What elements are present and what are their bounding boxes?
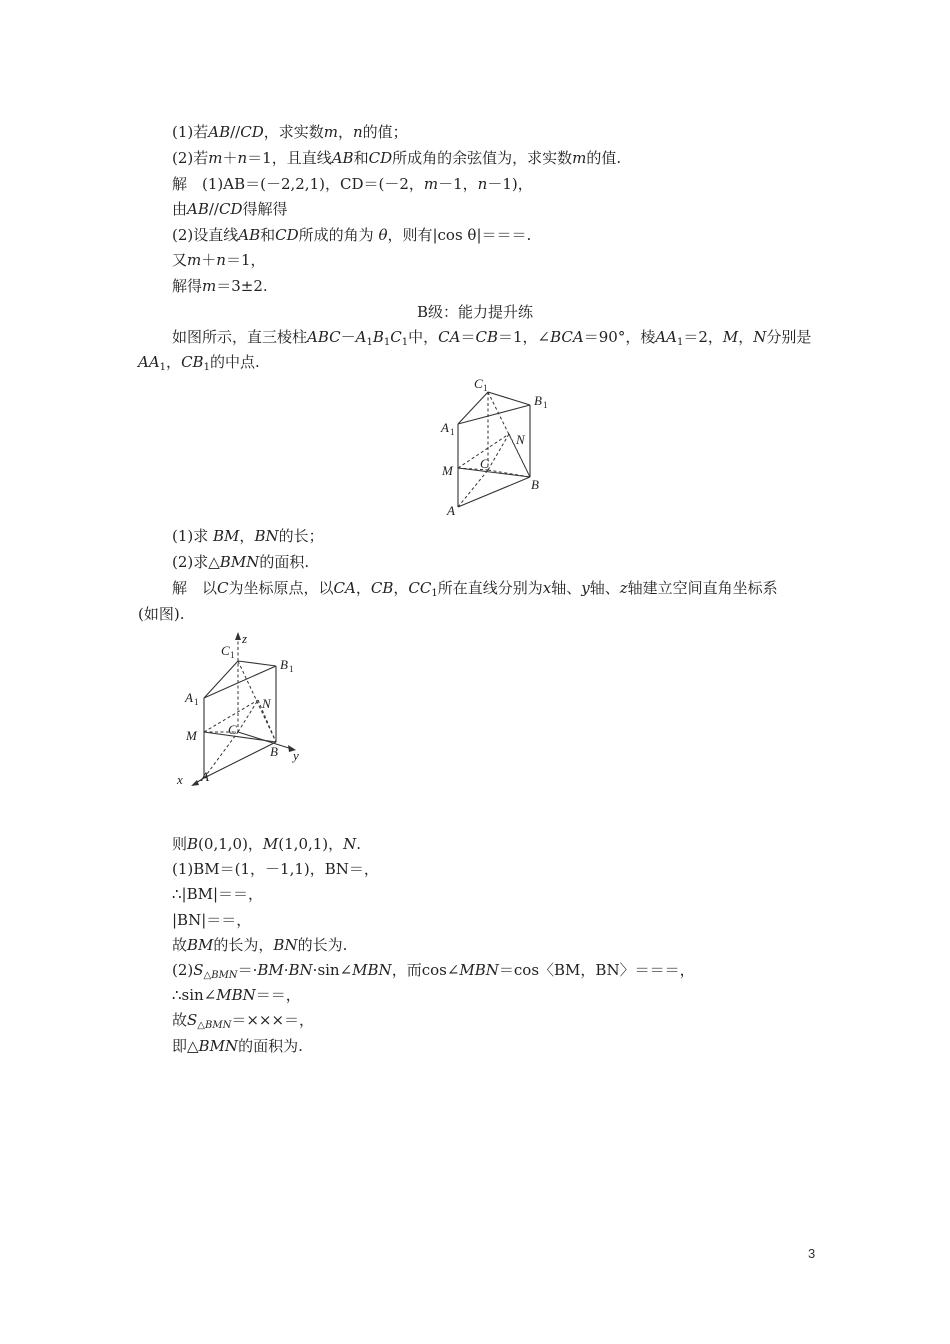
coordinate-figure [172, 628, 312, 790]
solution-line: 则B(0,1,0)，M(1,0,1)，N. [172, 835, 362, 853]
label-a1: A [185, 690, 193, 705]
solution-line: 解得m＝3±2. [172, 277, 268, 295]
label-m: M [442, 463, 453, 478]
question-line: (2)若m＋n＝1，且直线AB和CD所成角的余弦值为，求实数m的值. [172, 149, 622, 167]
solution-line: |BN|＝＝， [172, 911, 252, 929]
solution-line: 解 (1)AB＝(－2,2,1)，CD＝(－2，m－1，n－1)， [172, 175, 533, 193]
solution-line: (1)BM＝(1，－1,1)，BN＝， [172, 860, 379, 878]
label-b: B [270, 744, 278, 759]
solution-line: 即△BMN的面积为. [172, 1037, 303, 1055]
label-c1: C [474, 376, 483, 391]
label-a: A [201, 769, 209, 784]
svg-text:1: 1 [194, 697, 199, 707]
svg-text:1: 1 [543, 400, 548, 410]
question-line: (2)求△BMN的面积. [172, 553, 310, 571]
label-n: N [262, 696, 271, 711]
solution-line: (如图). [138, 605, 185, 623]
label-c1: C [221, 643, 230, 658]
label-m: M [186, 728, 197, 743]
solution-line: (2)设直线AB和CD所成的角为 θ，则有|cos θ|＝＝＝. [172, 226, 532, 244]
label-b1: B [280, 657, 288, 672]
svg-text:1: 1 [483, 383, 488, 393]
svg-text:1: 1 [450, 427, 455, 437]
label-a: A [447, 503, 455, 518]
page-number: 3 [808, 1246, 816, 1261]
label-n: N [516, 432, 525, 447]
label-a1: A [441, 420, 449, 435]
solution-line: 解 以C为坐标原点，以CA，CB，$CC_1$所在直线分别为x轴、y轴、z轴建立空间直角坐标系 [172, 579, 778, 599]
solution-line: ∴|BM|＝＝， [172, 885, 264, 903]
question-line: (1)若AB//CD，求实数m，n的值； [172, 123, 408, 141]
label-c: C [480, 456, 489, 471]
solution-line: 由AB//CD得解得 [172, 200, 288, 218]
solution-line: 故BM的长为，BN的长为. [172, 936, 348, 954]
prism-figure [430, 372, 570, 520]
problem-line: 如图所示，直三棱柱$ABC-A_1B_1C_1$中，CA＝CB＝1，∠BCA＝90°，棱$AA_1=2$，M，N分别是 [172, 328, 812, 348]
solution-line: 故$S_{\triangle BMN}=\times\times\times=$， [172, 1011, 315, 1031]
label-z: z [242, 631, 248, 646]
solution-line: ∴sin∠MBN＝＝， [172, 986, 301, 1004]
label-y: y [293, 748, 299, 763]
solution-line: 又m＋n＝1， [172, 251, 266, 269]
section-title: B级：能力提升练 [416, 303, 534, 321]
svg-text:1: 1 [289, 664, 294, 674]
label-b: B [531, 477, 539, 492]
label-c: C [228, 722, 237, 737]
label-x: x [177, 772, 183, 787]
solution-line: $(2)S_{\triangle BMN}=\cdot BM\cdot BN\cdot\sin\angle MBN$，而cos∠MBN＝cos〈BM，BN〉＝＝＝， [172, 961, 695, 981]
problem-line: $AA_1$，$CB_1$的中点. [138, 353, 260, 373]
question-line: (1)求 BM，BN的长； [172, 527, 324, 545]
svg-text:1: 1 [230, 650, 235, 660]
label-b1: B [534, 393, 542, 408]
